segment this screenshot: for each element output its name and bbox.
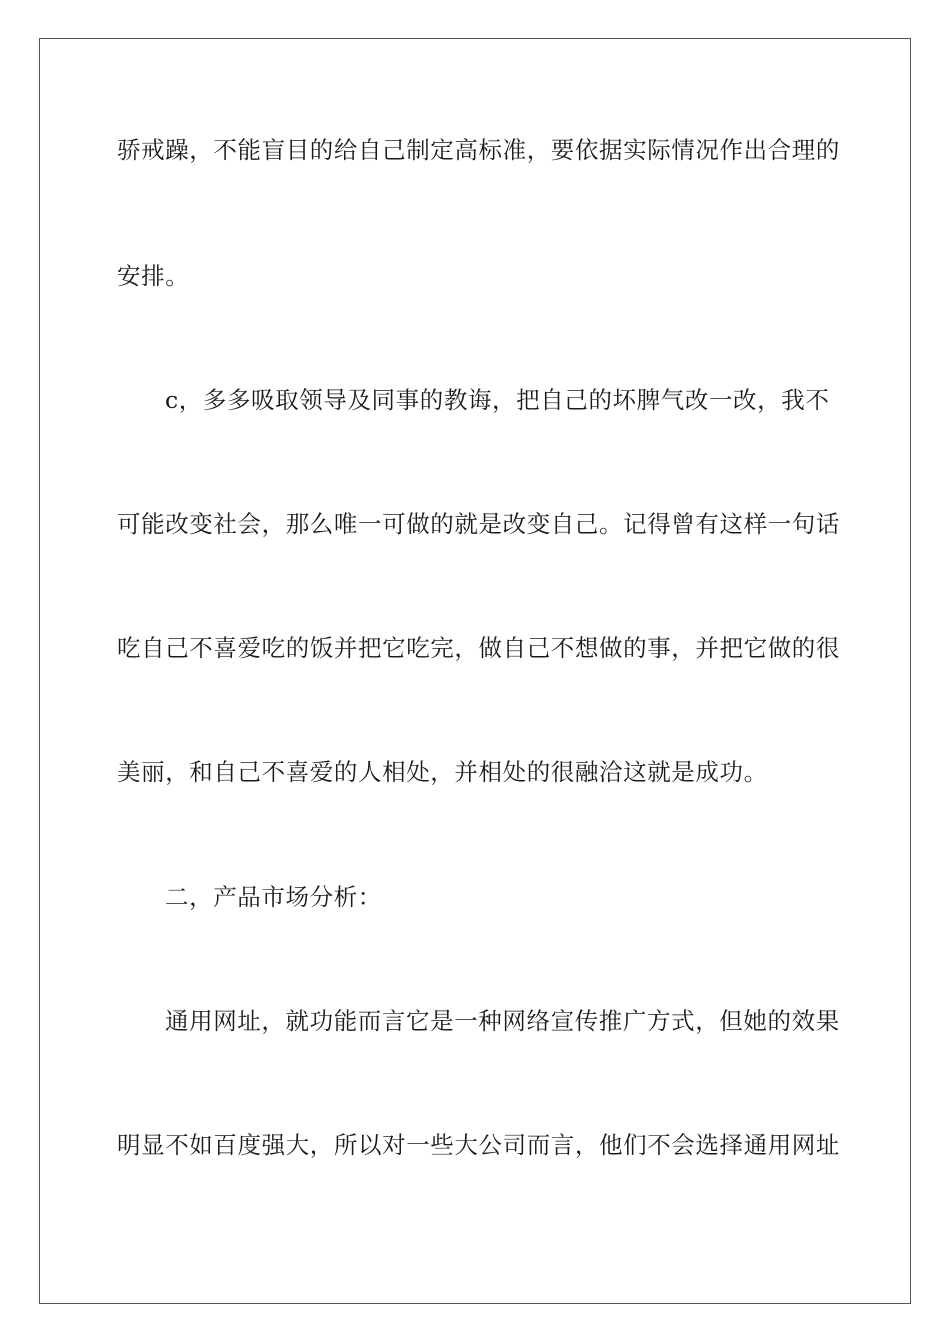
text-line: 可能改变社会，那么唯一可做的就是改变自己。记得曾有这样一句话 bbox=[117, 510, 840, 538]
page-border bbox=[39, 38, 911, 1304]
text-line: 骄戒躁，不能盲目的给自己制定高标准，要依据实际情况作出合理的 bbox=[117, 136, 840, 164]
text-line: 安排。 bbox=[117, 262, 190, 290]
text-line: 吃自己不喜爱吃的饭并把它吃完，做自己不想做的事，并把它做的很 bbox=[117, 634, 840, 662]
text-line: 明显不如百度强大，所以对一些大公司而言，他们不会选择通用网址 bbox=[117, 1131, 840, 1159]
section-heading: 二，产品市场分析： bbox=[165, 883, 382, 911]
text-line: 美丽，和自己不喜爱的人相处，并相处的很融洽这就是成功。 bbox=[117, 758, 768, 786]
paragraph-first-line: 通用网址，就功能而言它是一种网络宣传推广方式，但她的效果 bbox=[165, 1007, 840, 1035]
paragraph-first-line: c，多多吸取领导及同事的教诲，把自己的坏脾气改一改，我不 bbox=[165, 386, 830, 414]
